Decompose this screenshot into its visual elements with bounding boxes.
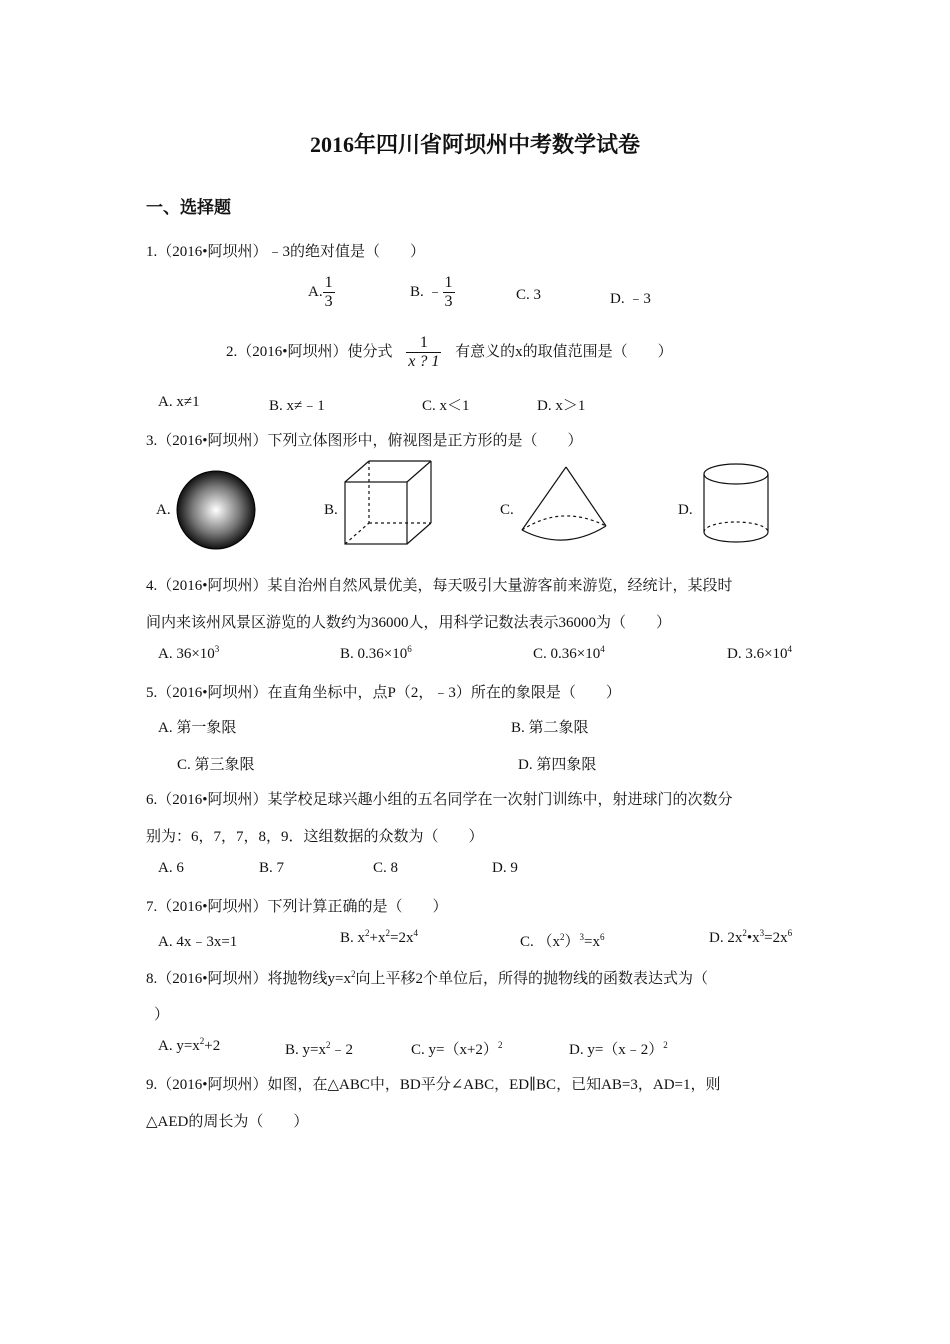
q1-option-a: A. $\frac{1}{3}$ <box>308 274 333 310</box>
sphere-figure <box>174 468 258 552</box>
q4-option-a: A. $36\times 10^3$ <box>158 644 220 662</box>
q8-option-b: B. $y=x^2﹣2$ <box>285 1040 353 1058</box>
q6-option-b: B. 7 <box>259 860 285 876</box>
q8-option-c: C. $y=(x+2)^2$ <box>411 1040 503 1058</box>
q4-stem-line2: 间内来该州风景区游览的人数约为36000人，用科学记数法表示36000为（ ） <box>146 615 672 631</box>
q6-option-a: A. 6 <box>158 860 184 876</box>
page-title: 2016年四川省阿坝州中考数学试卷 <box>309 132 640 157</box>
q8-option-d: D. y=（x﹣2）$^2$ <box>569 1040 668 1058</box>
q6-option-c: C. 8 <box>373 860 399 876</box>
cube-figure <box>342 458 436 548</box>
q5-option-a: A. 第一象限 <box>158 720 237 736</box>
q4-stem-line1: 4.（2016•阿坝州）某自治州自然风景优美，每天吸引大量游客前来游览，经统计，某段时 <box>146 578 733 594</box>
cylinder-figure <box>700 460 772 544</box>
q7-option-b: B. $x^2+x^2=2x^4$ <box>340 928 418 946</box>
q5-option-d: D. 第四象限 <box>518 757 597 773</box>
q3-stem: 3.（2016•阿坝州）下列立体图形中，俯视图是正方形的是（ ） <box>146 433 583 449</box>
q2-option-b: B. x≠﹣1 <box>269 398 325 414</box>
q7-stem: 7.（2016•阿坝州）下列计算正确的是（ ） <box>146 899 448 915</box>
q9-stem-line2: △AED的周长为（ ） <box>146 1114 309 1130</box>
q6-stem-line1: 6.（2016•阿坝州）某学校足球兴趣小组的五名同学在一次射门训练中，射进球门的次数分 <box>146 792 733 808</box>
q3-option-d-label: D. <box>678 502 693 518</box>
q7-option-a: A. 4x﹣3x=1 <box>158 934 238 950</box>
q2-stem: 2.（2016•阿坝州）使分式 $\frac{1}{x ? 1}$ 有意义的x的取值范围是（ ） <box>226 334 673 370</box>
q8-stem-line2: ） <box>154 1007 170 1023</box>
q4-option-d: D. $3.6\times 10^4$ <box>727 644 793 662</box>
q3-option-b-label: B. <box>324 502 338 518</box>
q4-option-c: C. $0.36\times 10^4$ <box>533 644 605 662</box>
q7-option-d: D. $2x^2•x^3=2x^6$ <box>709 928 793 946</box>
q6-option-d: D. 9 <box>492 860 518 876</box>
q8-option-a: A. $y=x^2+2$ <box>158 1036 221 1054</box>
q4-option-b: B. $0.36\times 10^6$ <box>340 644 412 662</box>
q9-stem-line1: 9.（2016•阿坝州）如图，在△ABC中，BD平分∠ABC，ED∥BC，已知AB=3，AD=1，则 <box>146 1077 721 1093</box>
q3-option-a-label: A. <box>156 502 171 518</box>
q5-option-b: B. 第二象限 <box>511 720 589 736</box>
q6-stem-line2: 别为：6，7，7，8，9．这组数据的众数为（ ） <box>146 829 484 845</box>
q1-option-b: B. ﹣ $\frac{1}{3}$ <box>410 274 453 310</box>
q1-option-c: C. 3 <box>516 287 542 303</box>
q2-option-c: C. x＜1 <box>422 398 470 414</box>
q8-stem-line1: 8.（2016•阿坝州）将抛物线$y=x^2$向上平移2个单位后，所得的抛物线的函数表达式为（ <box>146 969 708 987</box>
section-heading: 一、选择题 <box>146 198 231 217</box>
q1-stem: 1.（2016•阿坝州）﹣3的绝对值是（ ） <box>146 244 426 260</box>
q2-option-a: A. x≠1 <box>158 394 200 410</box>
q5-stem: 5.（2016•阿坝州）在直角坐标中，点P（2，﹣3）所在的象限是（ ） <box>146 685 621 701</box>
q2-option-d: D. x＞1 <box>537 398 586 414</box>
q7-option-c: C. $(x^2)^3=x^6$ <box>520 932 605 950</box>
cone-figure <box>518 464 610 546</box>
q1-option-d: D. ﹣3 <box>610 291 651 307</box>
q5-option-c: C. 第三象限 <box>177 757 255 773</box>
q3-option-c-label: C. <box>500 502 514 518</box>
